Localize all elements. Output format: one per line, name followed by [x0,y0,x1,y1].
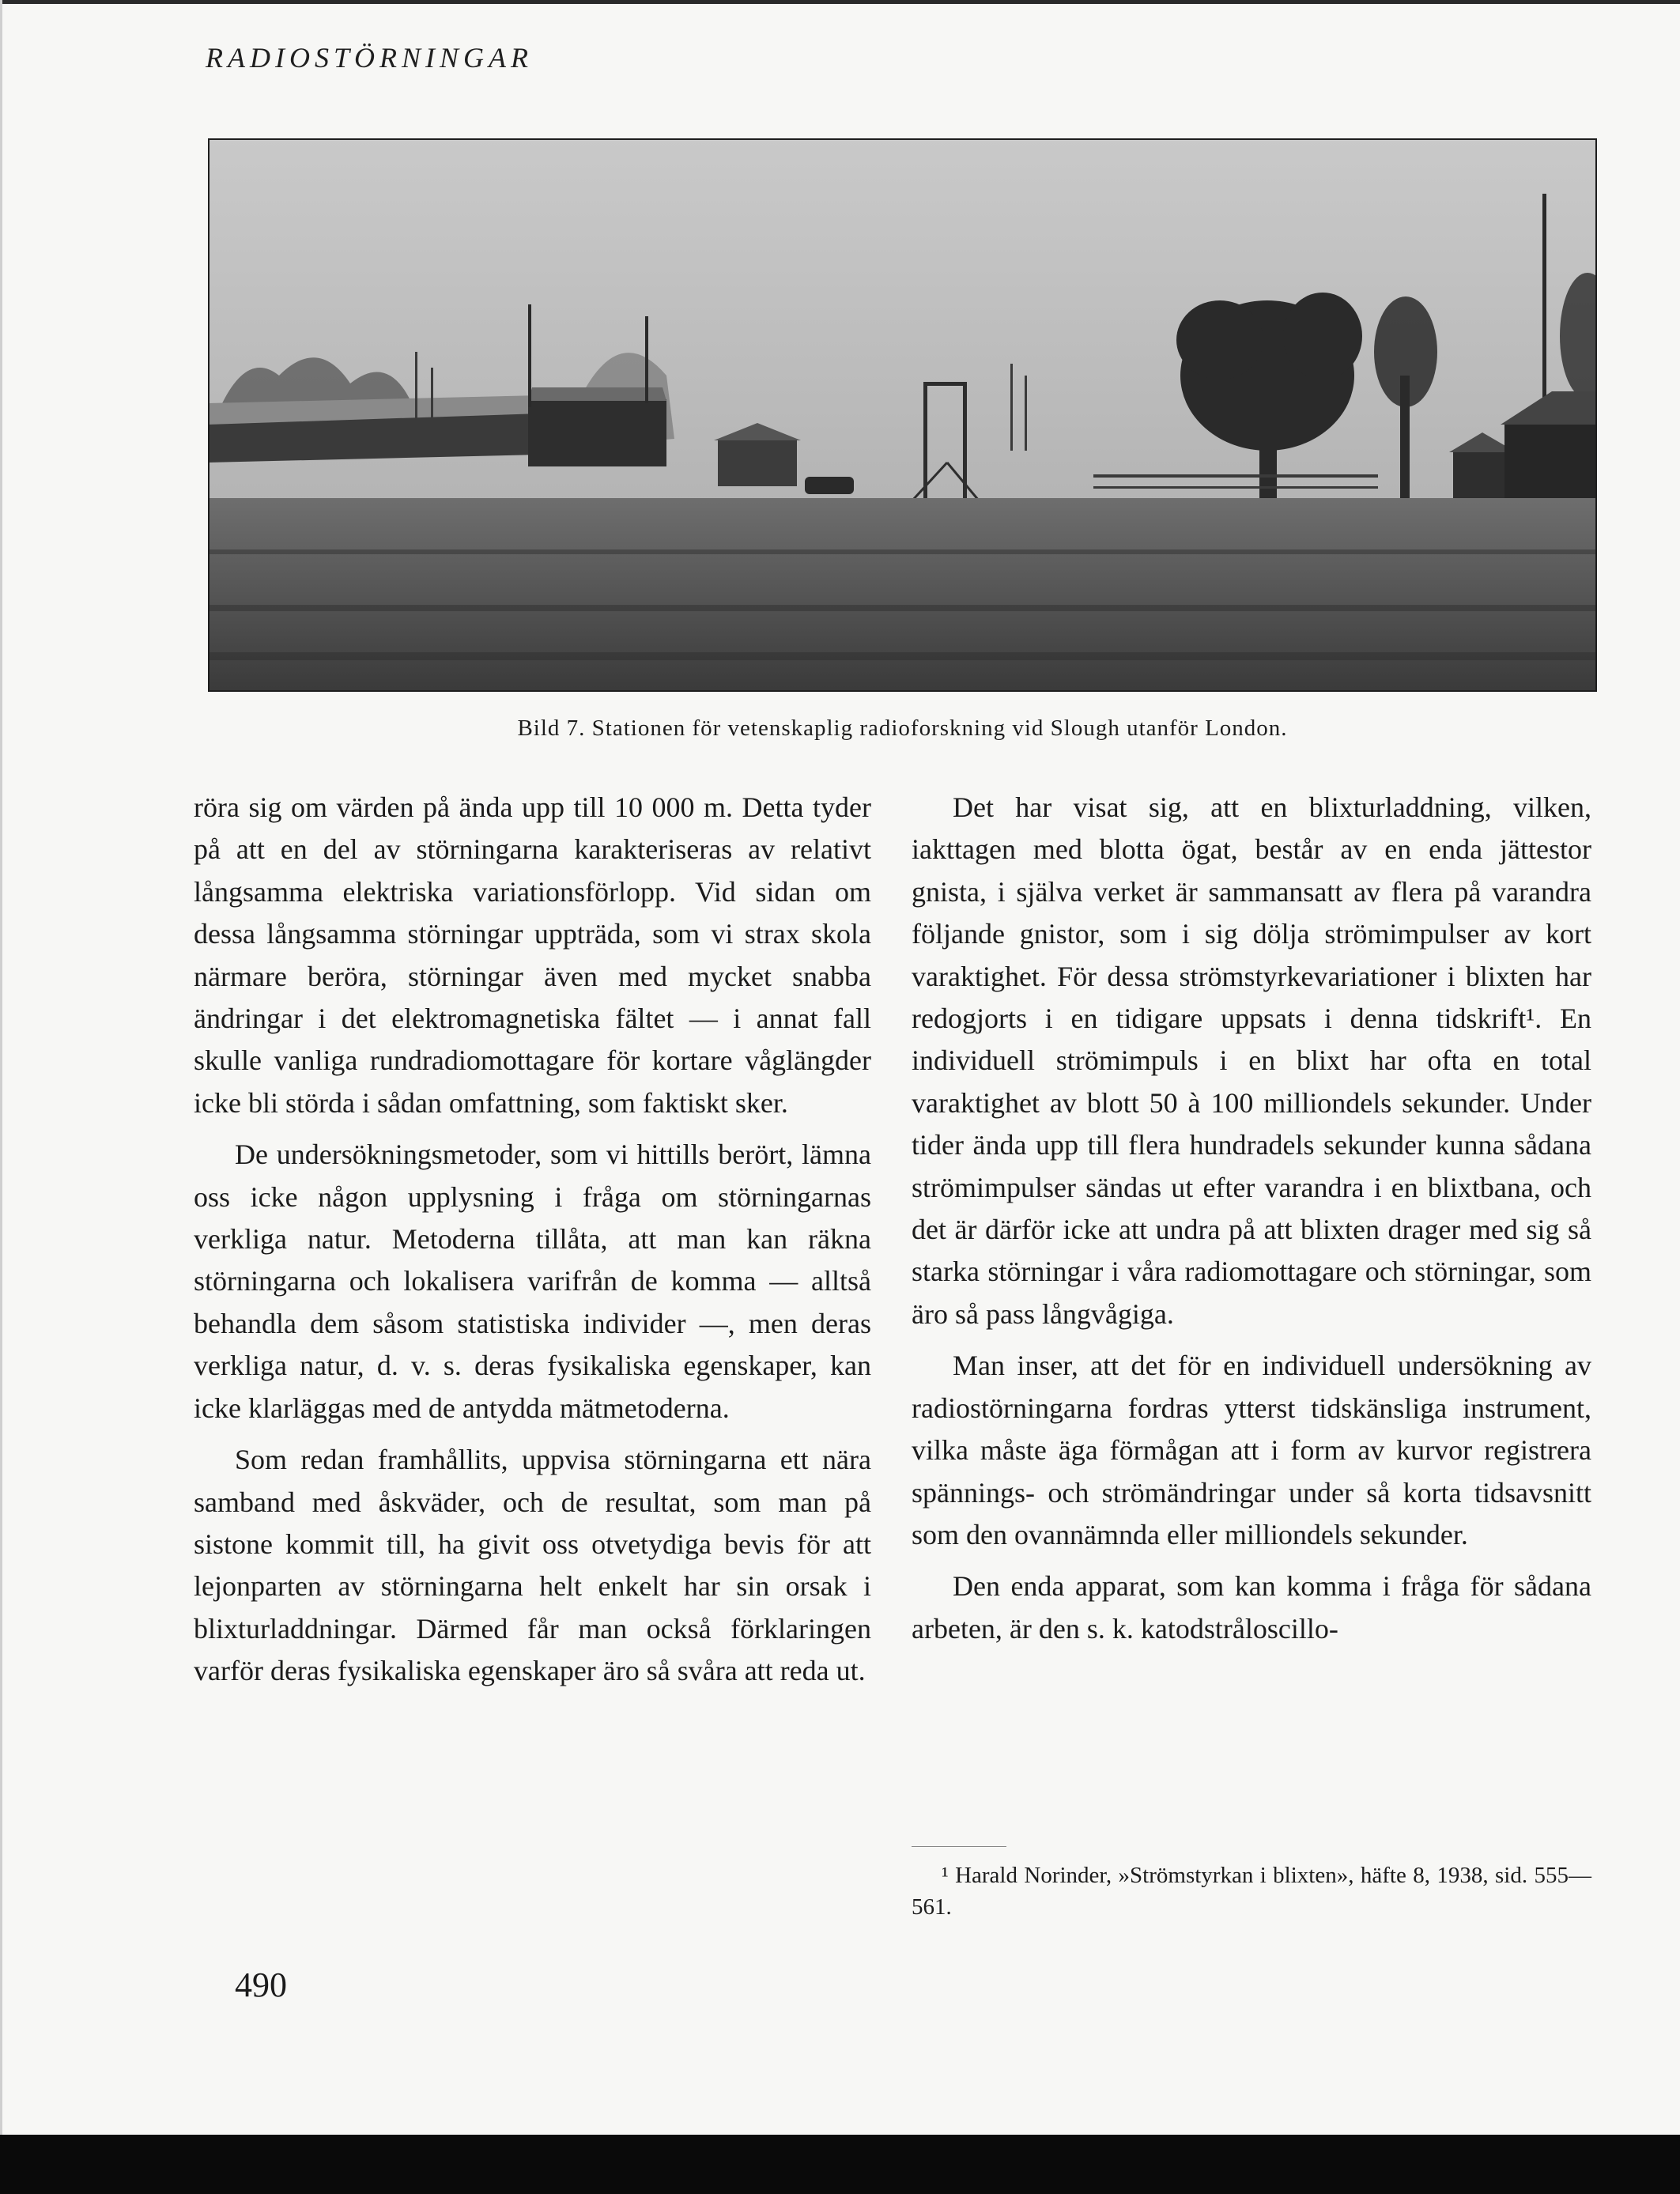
page-number: 490 [235,1966,287,2004]
right-column [912,787,1591,1660]
photo-illustration [208,138,1597,692]
running-head: RADIOSTÖRNINGAR [206,42,533,74]
top-edge [0,0,1680,4]
left-column [194,787,871,1702]
left-paragraph-1: röra sig om värden på ända upp till 10 000 m. Detta tyder på att en del av störningarna karakteriseras av relativt långsamma elektriska variationsförlopp. Vid sidan om dessa långsamma störningar uppträda, som vi strax skola närmare beröra, störningar även med mycket snabba ändringar i det elektromagnetiska fältet — i annat fall skulle vanliga rundradiomottagare för kortare våglängder icke bli störda i sådan omfattning, som faktiskt sker. [194,791,871,1119]
right-paragraph-2: Man inser, att det för en individuell undersökning av radiostörningarna fordras ytterst tidskänsliga instrument, vilka måste äga förmågan att i form av kurvor registrera spännings- och strömändringar under så korta tidsavsnitt som den ovannämnda eller milliondels sekunder. [912,1350,1591,1550]
footnote: ¹ Harald Norinder, »Strömstyrkan i blixten», häfte 8, 1938, sid. 555—561. [912,1863,1591,1920]
footnote-rule [912,1846,1006,1847]
left-paragraph-2: De undersökningsmetoder, som vi hittills berört, lämna oss icke någon upplysning i fråga om störningarnas verkliga natur. Metoderna tillåta, att man kan räkna störningarna och lokalisera varifrån de komma — alltså behandla dem såsom statistiska individer —, men deras verkliga natur, d. v. s. deras fysikaliska egenskaper, kan icke klarläggas med de antydda mätmetoderna. [194,1139,871,1424]
left-edge [0,0,2,2135]
right-paragraph-1: Det har visat sig, att en blixturladdning, vilken, iakttagen med blotta ögat, består av en enda jättestor gnista, i själva verket är sammansatt av flera på varandra följande gnistor, som i sig dölja strömimpulser av kort varaktighet. För dessa strömstyrkevariationer i blixten har redogjorts i en tidigare uppsats i denna tidskrift¹. En individuell strömimpuls i en blixt har ofta en total varaktighet av blott 50 à 100 milliondels sekunder. Under tider ända upp till flera hundradels sekunder kunna sådana strömimpulser sändas ut efter varandra i en blixtbana, och det är därför icke att undra på att blixten drager med sig så starka störningar i våra radiomottagare och störningar, som äro så pass långvågiga. [912,791,1591,1330]
right-paragraph-3: Den enda apparat, som kan komma i fråga för sådana arbeten, är den s. k. katodstråloscillo- [912,1570,1591,1645]
left-paragraph-3: Som redan framhållits, uppvisa störningarna ett nära samband med åskväder, och de resultat, som man på sistone kommit till, ha givit oss otvetydiga bevis för att lejonparten av störningarna helt enkelt har sin orsak i blixturladdningar. Därmed får man också förklaringen varför deras fysikaliska egenskaper äro så svåra att reda ut. [194,1444,871,1687]
scan-border [0,2135,1680,2194]
figure-caption: Bild 7. Stationen för vetenskaplig radioforskning vid Slough utanför London. [517,716,1288,741]
station-photo [208,138,1597,692]
